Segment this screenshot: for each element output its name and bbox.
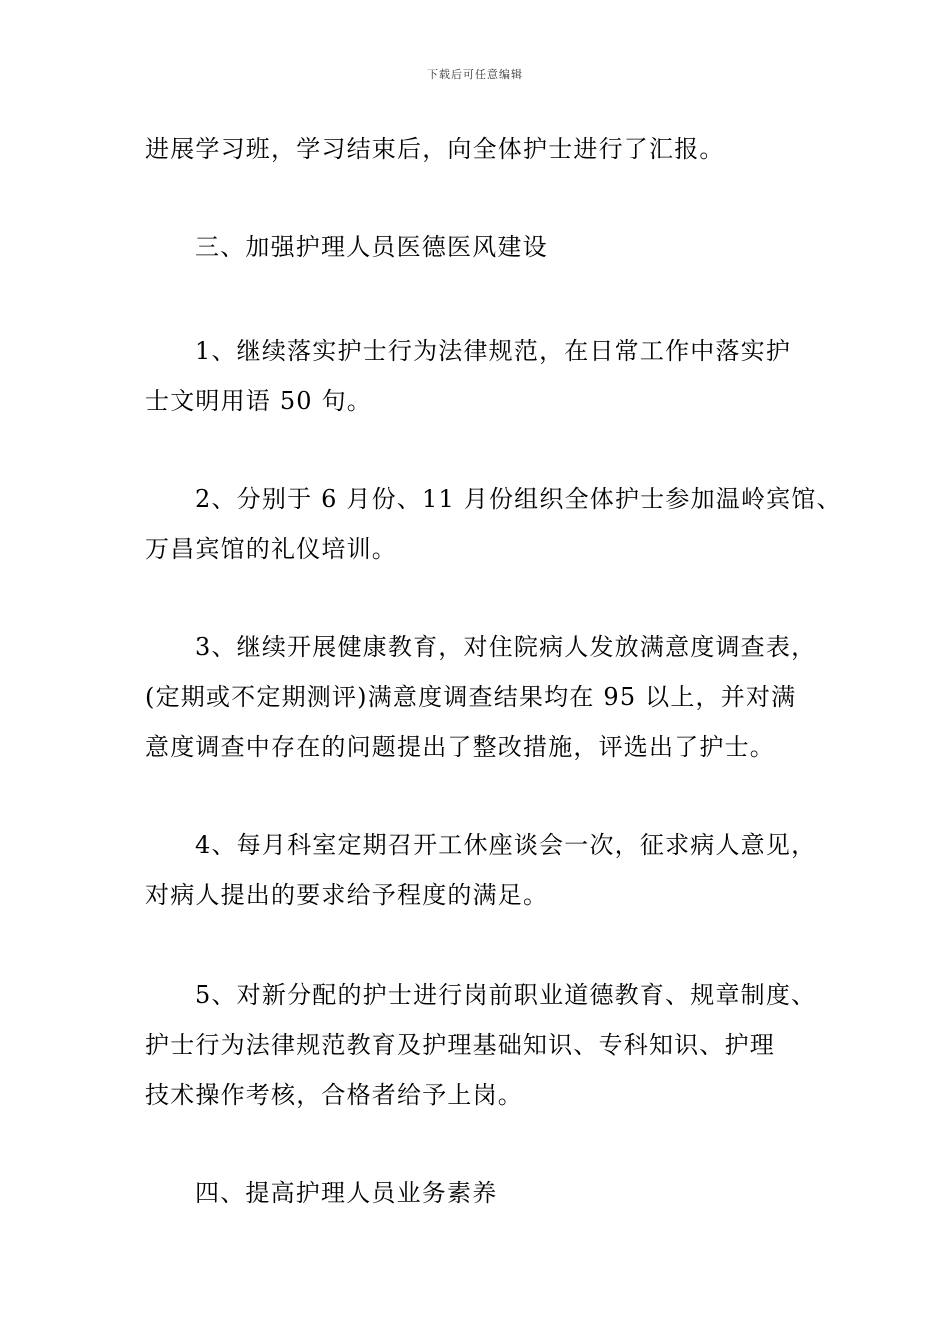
section-heading-3: 三、加强护理人员医德医风建设	[195, 233, 548, 261]
paragraph-line: 1、继续落实护士行为法律规范，在日常工作中落实护	[195, 337, 792, 365]
section-heading-4: 四、提高护理人员业务素养	[195, 1179, 498, 1207]
paragraph-line: 进展学习班，学习结束后，向全体护士进行了汇报。	[145, 135, 725, 163]
paragraph-line: 万昌宾馆的礼仪培训。	[145, 535, 397, 563]
paragraph-line: 意度调查中存在的问题提出了整改措施，评选出了护士。	[145, 733, 775, 761]
paragraph-line: 护士行为法律规范教育及护理基础知识、专科知识、护理	[145, 1031, 775, 1059]
paragraph-line: 技术操作考核，合格者给予上岗。	[145, 1081, 523, 1109]
paragraph-line: 4、每月科室定期召开工休座谈会一次，征求病人意见，	[195, 831, 817, 859]
page-header: 下载后可任意编辑	[427, 68, 523, 81]
paragraph-line: 士文明用语 50 句。	[145, 387, 372, 415]
paragraph-line: (定期或不定期测评)满意度调查结果均在 95 以上，并对满	[145, 683, 797, 711]
paragraph-line: 2、分别于 6 月份、11 月份组织全体护士参加温岭宾馆、	[195, 485, 842, 513]
paragraph-line: 3、继续开展健康教育，对住院病人发放满意度调查表，	[195, 633, 817, 661]
paragraph-line: 对病人提出的要求给予程度的满足。	[145, 881, 549, 909]
paragraph-line: 5、对新分配的护士进行岗前职业道德教育、规章制度、	[195, 981, 817, 1009]
